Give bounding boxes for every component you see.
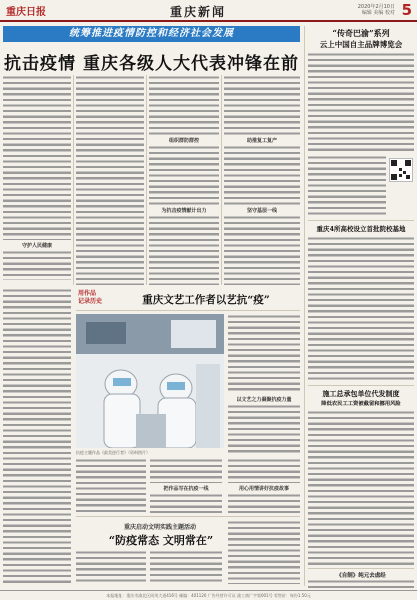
feature-column-3b bbox=[228, 493, 300, 513]
feature-photo-caption: 抗疫主题作品《最美逆行者》（资料图片） bbox=[76, 450, 150, 455]
newspaper-logo: 重庆日报 bbox=[6, 7, 46, 18]
bottom-headline: “防疫常态 文明常在” bbox=[108, 534, 214, 547]
side-label-line-2: 记录历史 bbox=[78, 298, 103, 305]
feature-side-label bbox=[78, 290, 108, 306]
feature-subhead-2: 把作品写在抗疫一线 bbox=[163, 486, 209, 492]
right-rule-3 bbox=[308, 568, 414, 569]
lead-column-4 bbox=[224, 75, 300, 135]
bottom-rule bbox=[76, 516, 300, 517]
lead-column-4c bbox=[224, 215, 300, 285]
feature-photo bbox=[76, 314, 224, 448]
lead-headline: 抗击疫情 重庆各级人大代表冲锋在前 bbox=[4, 54, 299, 74]
feature-rule bbox=[76, 310, 300, 311]
feature-column-right-b bbox=[228, 404, 300, 456]
lead-column-3b bbox=[149, 145, 219, 205]
left-column-lower bbox=[3, 288, 71, 583]
lead-subhead-5: 坚守基层一线 bbox=[246, 208, 277, 214]
feature-column-1 bbox=[76, 458, 146, 513]
bottom-column-2 bbox=[150, 550, 222, 584]
feature-column-2 bbox=[150, 458, 222, 483]
qr-code-icon bbox=[390, 159, 412, 181]
right-story-2-headline: 重庆4所高校设立首批院校基地 bbox=[316, 225, 406, 233]
lead-column-1 bbox=[3, 75, 71, 240]
date-line-2: 编辑 美编 校对 bbox=[361, 10, 395, 16]
campaign-banner: 统筹推进疫情防控和经济社会发展 bbox=[3, 26, 300, 42]
date-line bbox=[358, 4, 395, 16]
right-story-1-text-b bbox=[308, 155, 386, 215]
right-story-1-headline-1: “传奇巴渝”系列 bbox=[332, 28, 390, 38]
page-number: 5 bbox=[401, 1, 412, 19]
bottom-column-3 bbox=[228, 520, 300, 584]
feature-subhead-1: 以文艺之力凝聚抗疫力量 bbox=[236, 397, 292, 403]
column-rule bbox=[146, 75, 147, 285]
lead-column-3c bbox=[149, 215, 219, 285]
page-footer: 本报地址：重庆市渝北区同茂大道416号 邮编：401120 广告经营许可证 渝工商广字第001号 零售价：每份1.50元 bbox=[0, 590, 417, 600]
bottom-column-1 bbox=[76, 550, 146, 584]
date-line-1: 2020年2月10日 bbox=[357, 4, 395, 10]
lead-subhead-1: 守护人民健康 bbox=[21, 243, 52, 249]
right-rule-2 bbox=[308, 385, 414, 386]
side-label-line-1: 用作品 bbox=[78, 290, 97, 297]
right-story-3-text bbox=[308, 410, 414, 565]
column-rule bbox=[73, 75, 74, 285]
lead-subhead-2: 组织群防群控 bbox=[168, 138, 199, 144]
right-story-2-text bbox=[308, 236, 414, 381]
feature-column-2b bbox=[150, 493, 222, 513]
right-story-4-headline: 《自制》纯元去虐经 bbox=[336, 573, 386, 579]
lead-column-4b bbox=[224, 145, 300, 205]
lead-subhead-4: 助推复工复产 bbox=[246, 138, 277, 144]
masthead bbox=[0, 0, 417, 22]
medical-workers-illustration bbox=[76, 314, 224, 448]
right-story-3-headline-1: 施工总承包单位代发制度 bbox=[322, 389, 400, 398]
section-title: 重庆新闻 bbox=[170, 5, 227, 19]
lead-subhead-3: 为抗击疫情献计出力 bbox=[161, 208, 207, 214]
right-rule-1 bbox=[308, 220, 414, 221]
feature-headline: 重庆文艺工作者以艺抗“疫” bbox=[142, 294, 270, 306]
right-story-1-headline-2: 云上中国自主品牌博览会 bbox=[319, 40, 403, 49]
feature-subhead-3: 用心用情讲好抗疫故事 bbox=[238, 486, 289, 492]
right-story-3-headline-2: 降低农民工工资被截留和挪用风险 bbox=[321, 401, 401, 407]
lead-column-2 bbox=[76, 75, 144, 285]
column-rule bbox=[221, 75, 222, 285]
qr-code bbox=[389, 158, 413, 182]
feature-column-right bbox=[228, 314, 300, 394]
right-story-1-text bbox=[308, 52, 414, 152]
lead-column-1b bbox=[3, 250, 71, 280]
lead-column-3 bbox=[149, 75, 219, 135]
feature-column-3 bbox=[228, 458, 300, 483]
right-story-4-text bbox=[308, 579, 414, 589]
right-column-rule bbox=[304, 26, 305, 586]
bottom-kicker: 重庆启动文明实践主题活动 bbox=[123, 524, 196, 531]
